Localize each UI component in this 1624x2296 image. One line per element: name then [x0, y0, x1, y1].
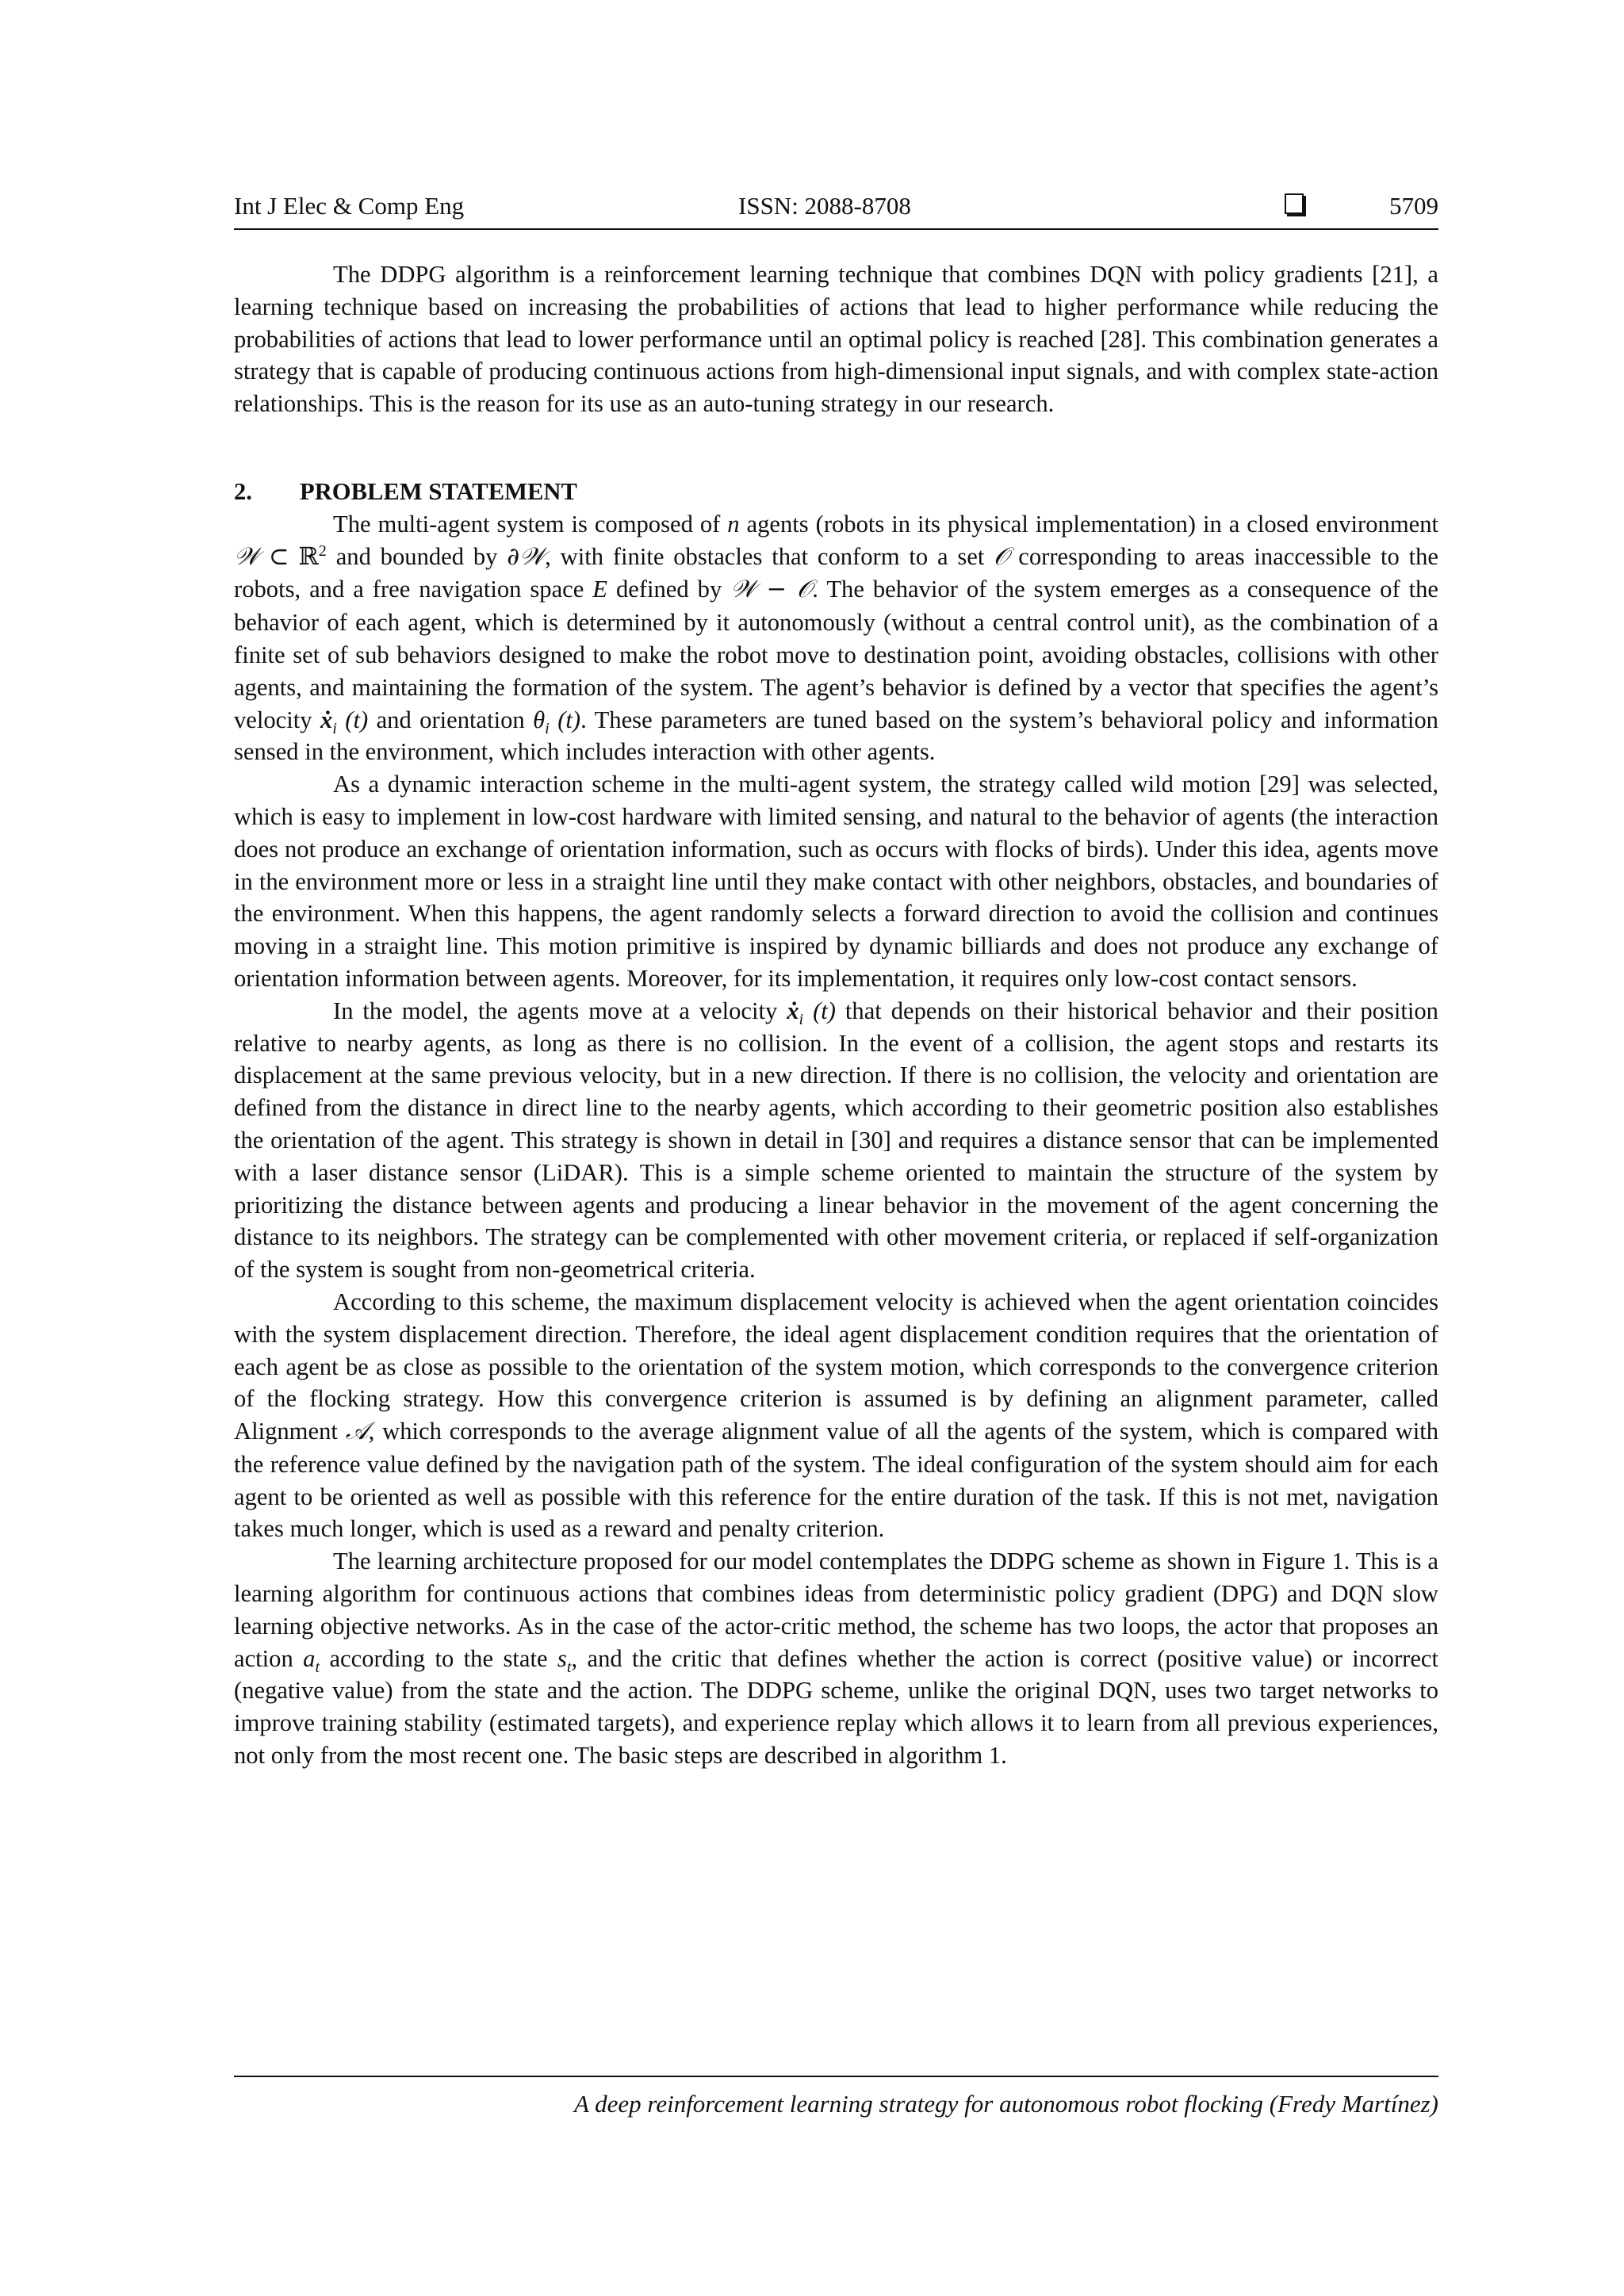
paragraph-model: In the model, the agents move at a velocity ẋ$_i$ (t) that depends on their historical behavior and their position relative to nearby agents, as long as there is no collision. In the event of a collision, the agent stops and restarts its displacement at the same previous velocity, but in a new direction. If there is no collision, the velocity and orientation are defined from the distance in direct line to the nearby agents, which according to their geometric position also establishes the orientation of the agent. This strategy is shown in detail in [30] and requires a distance sensor that can be implemented with a laser distance sensor (LiDAR). This is a simple scheme oriented to maintain the structure of the system by prioritizing the distance between agents and producing a linear behavior in the movement of the agent concerning the distance to its neighbors. The strategy can be complemented with other movement criteria, or replaced if self-organization of the system is sought from non-geometrical criteria. [234, 997, 1438, 1284]
paragraph-problem-definition: The multi-agent system is composed of n agents (robots in its physical implementation) in a closed environment 𝒲 ⊂ ℝ$^2$ and bounded by ∂𝒲, with finite obstacles that conform to a set 𝒪 corresponding to areas inaccessible to the robots, and a free navigation space E defined by 𝒲 − 𝒪. The behavior of the system emerges as a consequence of the behavior of each agent, which is determined by it autonomously (without a central control unit), as the combination of a finite set of sub behaviors designed to make the robot move to destination point, avoiding obstacles, collisions with other agents, and maintaining the formation of the system. The agent’s behavior is defined by a vector that specifies the agent’s velocity ẋ$_i$ (t) and orientation $\theta_i$ (t). These parameters are tuned based on the system’s behavioral policy and information sensed in the environment, which includes interaction with other agents. [234, 510, 1438, 766]
intro-paragraph: The DDPG algorithm is a reinforcement learning technique that combines DQN with policy gradients [21], a learning technique based on increasing the probabilities of actions that lead to higher performance while reducing the probabilities of actions that lead to lower performance until an optimal policy is reached [28]. This combination generates a strategy that is capable of producing continuous actions from high-dimensional input signals, and with complex state-action relationships. This is the reason for its use as an auto-tuning strategy in our research. [234, 261, 1438, 418]
section-number: 2. [234, 477, 252, 505]
paragraph-architecture: The learning architecture proposed for our model contemplates the DDPG scheme as shown in Figure 1. This is a learning algorithm for continuous actions that combines ideas from deterministic policy gradient (DPG) and DQN slow learning objective networks. As in the case of the actor-critic method, the scheme has two loops, the actor that proposes an action $a_t$ according to the state $s_t$, and the critic that defines whether the action is correct (positive value) or incorrect (negative value) from the state and the action. The DDPG scheme, unlike the original DQN, uses two target networks to improve training stability (estimated targets), and experience replay which allows it to learn from all previous experiences, not only from the most recent one. The basic steps are described in algorithm 1. [234, 1548, 1438, 1770]
section-title: PROBLEM STATEMENT [300, 477, 577, 505]
paragraph-alignment: According to this scheme, the maximum displacement velocity is achieved when the agent orientation coincides with the system displacement direction. Therefore, the ideal agent displacement condition requires that the orientation of each agent be as close as possible to the orientation of the system motion, which corresponds to the convergence criterion of the flocking strategy. How this convergence criterion is assumed is by defining an alignment parameter, called Alignment 𝒜, which corresponds to the average alignment value of all the agents of the system, which is compared with the reference value defined by the navigation path of the system. The ideal configuration of the system should aim for each agent to be oriented as well as possible with this reference for the entire duration of the task. If this is not met, navigation takes much longer, which is used as a reward and penalty criterion. [234, 1288, 1438, 1543]
running-footer: A deep reinforcement learning strategy for autonomous robot flocking (Fredy Martínez) [234, 2076, 1438, 2118]
running-header [234, 189, 1438, 230]
section-heading [234, 476, 1438, 508]
issn: ISSN: 2088-8708 [738, 192, 911, 220]
journal-name: Int J Elec & Comp Eng [234, 192, 465, 220]
square-icon [1285, 193, 1304, 214]
paragraph-wild-motion: As a dynamic interaction scheme in the multi-agent system, the strategy called wild motion [29] was selected, which is easy to implement in low-cost hardware with limited sensing, and natural to the behavior of agents (the interaction does not produce an exchange of orientation information, such as occurs with flocks of birds). Under this idea, agents move in the environment more or less in a straight line until they make contact with other neighbors, obstacles, and boundaries of the environment. When this happens, the agent randomly selects a forward direction to avoid the collision and continues moving in a straight line. This motion primitive is inspired by dynamic billiards and does not produce any exchange of orientation information between agents. Moreover, for its implementation, it requires only low-cost contact sensors. [234, 771, 1438, 992]
page-number: 5709 [1389, 192, 1438, 220]
body-text [234, 258, 1438, 1772]
